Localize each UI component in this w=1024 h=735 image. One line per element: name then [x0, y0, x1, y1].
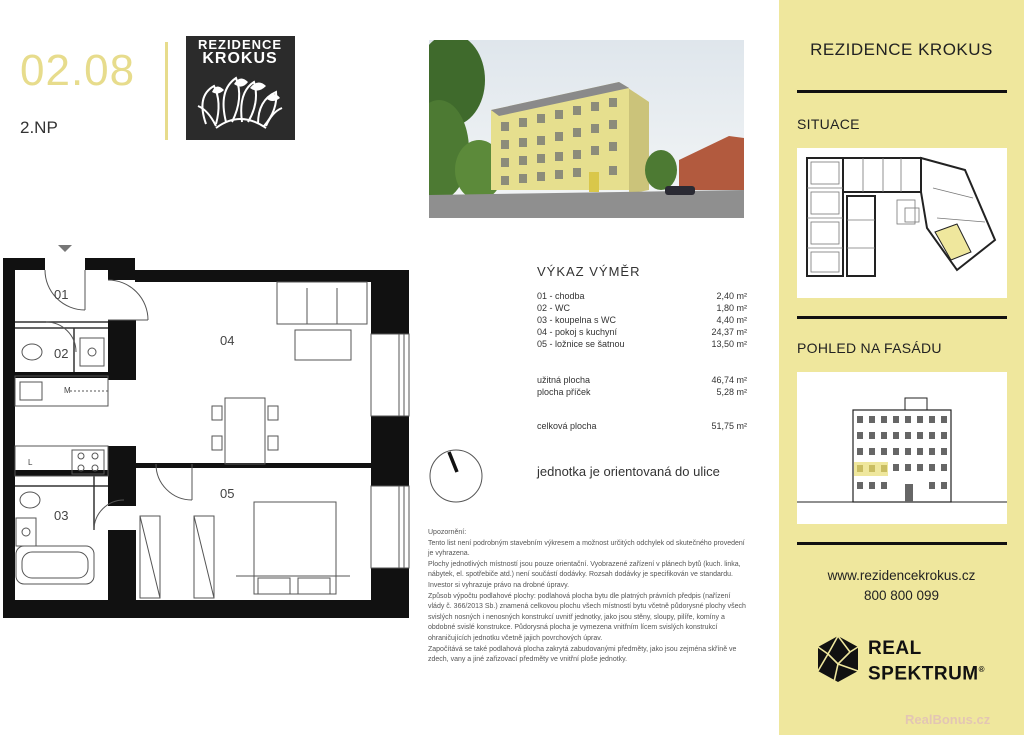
table-row: 05 - ložnice se šatnou 13,50 m²: [537, 339, 747, 349]
facade-drawing: [797, 372, 1007, 524]
room-05-label: 05: [220, 486, 235, 501]
usable-area-row: užitná plocha 46,74 m²: [537, 375, 747, 385]
kitchen-label-m: M: [64, 386, 71, 395]
right-panel: [779, 0, 1024, 735]
total-area-row: celková plocha 51,75 m²: [537, 421, 747, 431]
header-divider: [165, 42, 168, 140]
room-03-label: 03: [54, 508, 69, 523]
divider: [797, 316, 1007, 319]
orientation-note: jednotka je orientovaná do ulice: [537, 464, 720, 479]
project-title: REZIDENCE KROKUS: [810, 40, 993, 59]
walls-area-row: plocha příček 5,28 m²: [537, 387, 747, 397]
compass-icon: [428, 448, 484, 504]
disclaimer-notes: Upozornění: Tento list není podrobným stavebním výkresem a možnost určitých odchylek od skutečného provedení je vyhrazena. Plochy jednotlivých místností jsou pouze orientační. Vyobrazené zařízení v plánech bytů (kuch. linka, nábytek, el. spotřebiče atd.) není součástí dodávky. Rozsah dodávky je specifikován ve standardu. Investor si vyhrazuje právo na drobné úpravy. Způsob výpočtu podlahové plochy: podlahová plocha bytu dle platných právních předpis (nařízení vlády č. 366/2013 Sb.) znamená celkovou plochu všech místností bytu včetně půdorysné plochy všech svislých nosných i nenosných konstrukcí uvnitř jednotky, jako jsou stěny, sloupy, pilíře, komíny a obdobné svislé konstrukce. Půdorysná plocha je vymezena vnitřním lícem svislých konstrukcí ohraničujících jednotku včetně jajich povrchových úprav. Započítává se také podlahová plocha zakrytá zabudovanými předměty, jako jsou zejména skříně ve zdech, vany a jiné zařizovací předměty ve vnitřní ploše jednotky.: [428, 529, 746, 664]
divider: [797, 542, 1007, 545]
floor-label: 2.NP: [20, 118, 58, 137]
krokus-logo: [186, 36, 295, 140]
brand-name: REAL SPEKTRUM®: [868, 638, 986, 685]
facade-heading: POHLED NA FASÁDU: [797, 340, 942, 356]
logo-wordmark: REZIDENCE KROKUS: [197, 37, 283, 67]
situation-heading: SITUACE: [797, 116, 860, 132]
building-photo: [429, 40, 744, 218]
floor-plan: [0, 240, 414, 625]
room-01-label: 01: [54, 287, 69, 302]
table-row: 01 - chodba 2,40 m²: [537, 291, 747, 301]
table-row: 03 - koupelna s WC 4,40 m²: [537, 315, 747, 325]
watermark: RealBonus.cz: [905, 712, 991, 727]
table-row: 02 - WC 1,80 m²: [537, 303, 747, 313]
divider: [797, 90, 1007, 93]
room-02-label: 02: [54, 346, 69, 361]
unit-number: 02.08: [20, 46, 136, 95]
situation-plan: [797, 148, 1007, 298]
kitchen-label-l: L: [28, 458, 33, 467]
phone-number[interactable]: 800 800 099: [863, 588, 940, 603]
website-link[interactable]: www.rezidencekrokus.cz: [827, 568, 976, 583]
room-04-label: 04: [220, 333, 235, 348]
real-spektrum-logo-icon: [814, 634, 862, 684]
table-title: VÝKAZ VÝMĚR: [537, 264, 641, 279]
crocus-flower-icon: [186, 36, 295, 140]
table-row: 04 - pokoj s kuchyní 24,37 m²: [537, 327, 747, 337]
